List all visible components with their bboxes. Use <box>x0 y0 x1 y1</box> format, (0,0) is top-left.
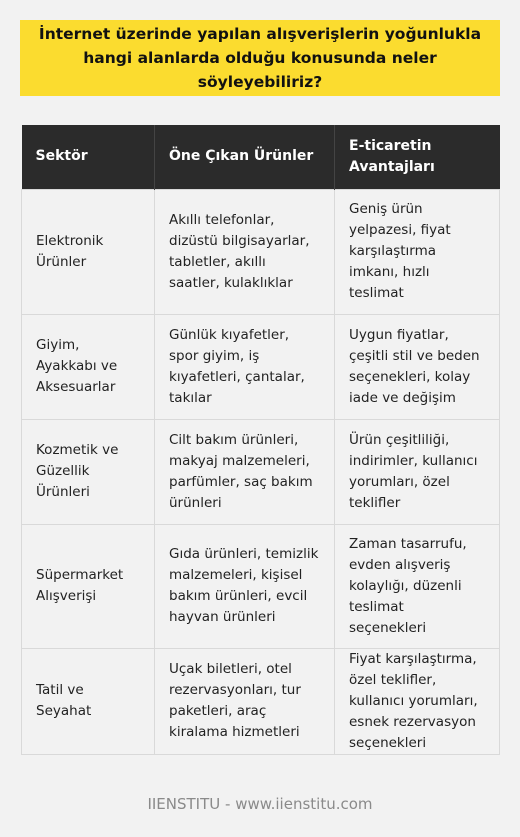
cell-sector: Süpermarket Alışverişi <box>22 524 155 648</box>
footer-credit: IIENSTITU - www.iienstitu.com <box>147 795 373 813</box>
table-row <box>22 189 500 314</box>
question-title: İnternet üzerinde yapılan alışverişlerin yoğunlukla hangi alanlarda olduğu konusunda neler söyleyebiliriz? <box>38 25 482 91</box>
header-products: Öne Çıkan Ürünler <box>155 125 335 189</box>
cell-products: Gıda ürünleri, temizlik malzemeleri, kişisel bakım ürünleri, evcil hayvan ürünleri <box>155 524 335 648</box>
cell-sector: Giyim, Ayakkabı ve Aksesuarlar <box>22 314 155 419</box>
cell-sector: Elektronik Ürünler <box>22 189 155 314</box>
cell-sector: Tatil ve Seyahat <box>22 648 155 754</box>
cell-advantages: Geniş ürün yelpazesi, fiyat karşılaştırma imkanı, hızlı teslimat <box>335 189 500 314</box>
cell-advantages: Zaman tasarrufu, evden alışveriş kolaylığı, düzenli teslimat seçenekleri <box>335 524 500 648</box>
cell-advantages: Fiyat karşılaştırma, özel teklifler, kullanıcı yorumları, esnek rezervasyon seçenekleri <box>335 648 500 754</box>
cell-sector: Kozmetik ve Güzellik Ürünleri <box>22 419 155 524</box>
table-row <box>22 419 500 524</box>
header-sector: Sektör <box>22 125 155 189</box>
table-row <box>22 524 500 648</box>
cell-products: Cilt bakım ürünleri, makyaj malzemeleri, parfümler, saç bakım ürünleri <box>155 419 335 524</box>
table-row <box>22 314 500 419</box>
header-advantages: E-ticaretin Avantajları <box>335 125 500 189</box>
cell-products: Günlük kıyafetler, spor giyim, iş kıyafetleri, çantalar, takılar <box>155 314 335 419</box>
table-row <box>22 648 500 754</box>
question-banner <box>20 20 500 96</box>
cell-advantages: Uygun fiyatlar, çeşitli stil ve beden seçenekleri, kolay iade ve değişim <box>335 314 500 419</box>
table-header-row <box>22 125 500 189</box>
cell-products: Akıllı telefonlar, dizüstü bilgisayarlar, tabletler, akıllı saatler, kulaklıklar <box>155 189 335 314</box>
cell-advantages: Ürün çeşitliliği, indirimler, kullanıcı yorumları, özel teklifler <box>335 419 500 524</box>
sector-table <box>21 125 500 755</box>
cell-products: Uçak biletleri, otel rezervasyonları, tur paketleri, araç kiralama hizmetleri <box>155 648 335 754</box>
